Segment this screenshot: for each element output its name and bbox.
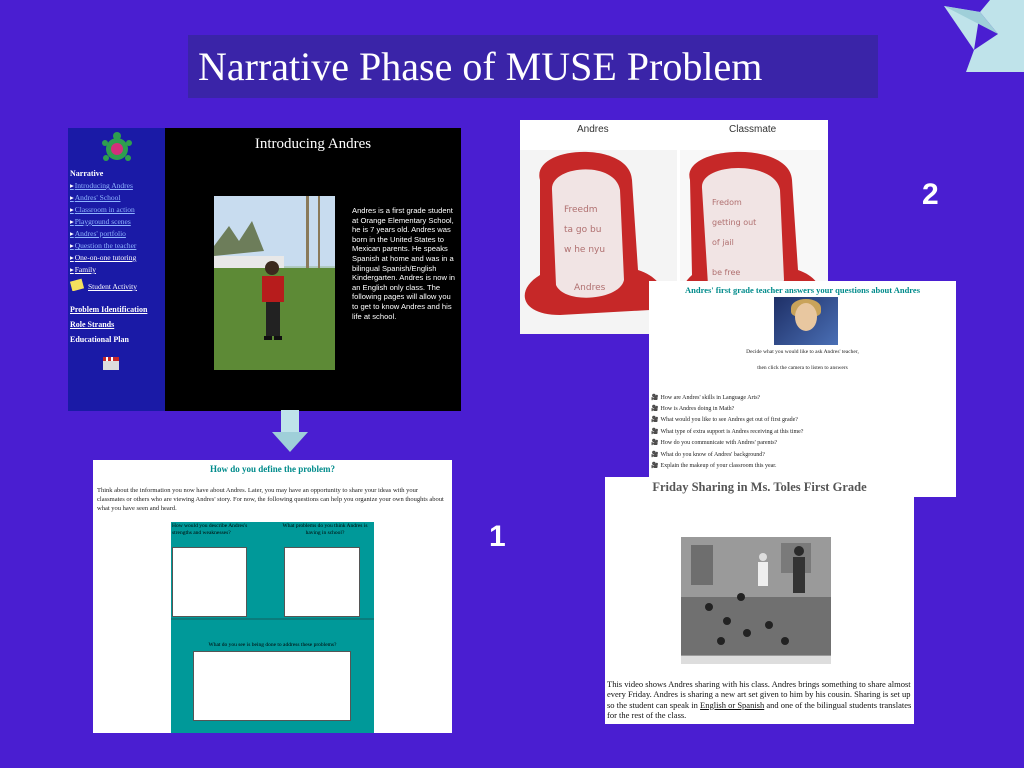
- narrative-section-label: Narrative: [70, 169, 104, 178]
- down-arrow-icon: [272, 410, 308, 452]
- teacher-question-classroom-makeup[interactable]: 🎥 Explain the makeup of your classroom this year.: [651, 462, 776, 469]
- teacher-question-extra-support[interactable]: 🎥 What type of extra support is Andres receiving at this time?: [651, 428, 803, 435]
- nav-problem-identification[interactable]: Problem Identification: [70, 305, 148, 314]
- nav-playground-scenes[interactable]: ▸ Playground scenes: [70, 217, 165, 226]
- back-arrow-icon[interactable]: [944, 0, 1024, 75]
- notepad-icon: [70, 277, 86, 291]
- narrative-body-text: Andres is a first grade student at Orange Elementary School, he is 7 years old. Andres was born in the United States to Mexican parents. He speaks Spanish at home and was in a bilingual Spanish/English Kindergarten. Andres is now in an English only class. The following pages will allow you to get to know Andres and his life at school.: [352, 206, 455, 321]
- friday-sharing-screenshot: [605, 477, 914, 724]
- friday-sharing-text: [607, 679, 912, 720]
- label-2: 2: [922, 178, 939, 211]
- teacher-instruction-1: Decide what you would like to ask Andres' teacher,: [746, 349, 859, 355]
- turtle-logo-icon: [99, 131, 135, 165]
- teacher-panel-title: Andres' first grade teacher answers your questions about Andres: [684, 285, 921, 295]
- teacher-face: [795, 303, 817, 331]
- classroom-video-frame: [681, 537, 831, 663]
- nav-one-on-one-tutoring[interactable]: ▸ One-on-one tutoring: [70, 253, 165, 262]
- video-controls[interactable]: [681, 655, 831, 664]
- nav-andres-portfolio[interactable]: ▸ Andres' portfolio: [70, 229, 165, 238]
- nav-educational-plan[interactable]: Educational Plan: [70, 335, 129, 344]
- svg-text:ta go bu: ta go bu: [564, 225, 602, 235]
- divider: [171, 618, 374, 620]
- label-1: 1: [489, 520, 506, 553]
- classroom-video[interactable]: [681, 537, 831, 663]
- nav-role-strands[interactable]: Role Strands: [70, 320, 115, 329]
- teacher-questions-screenshot: [649, 281, 956, 497]
- strengths-textarea[interactable]: [172, 547, 247, 617]
- svg-text:be free: be free: [712, 268, 741, 277]
- svg-text:getting out: getting out: [712, 218, 757, 227]
- define-problem-text: Think about the information you now have about Andres. Later, you may have an opportunity to share your ideas with your classmates or others who are viewing Andres' story. For now, the following questions can help you organize your own thoughts about what you have seen and heard.: [97, 487, 444, 512]
- address-textarea[interactable]: [193, 651, 351, 721]
- teacher-question-math[interactable]: 🎥 How is Andres doing in Math?: [651, 405, 734, 412]
- define-problem-screenshot: [93, 460, 452, 733]
- english-or-spanish-link[interactable]: English or Spanish: [700, 699, 765, 710]
- teacher-question-parents[interactable]: 🎥 How do you communicate with Andres' parents?: [651, 439, 777, 446]
- friday-text-part-2: and one of the bilingual students translates for the rest of the class.: [607, 699, 912, 720]
- svg-text:Fredom: Fredom: [712, 198, 742, 207]
- nav-andres-school[interactable]: ▸ Andres' School: [70, 193, 165, 202]
- nav-question-the-teacher[interactable]: ▸ Question the teacher: [70, 241, 165, 250]
- svg-text:w he nyu: w he nyu: [564, 245, 606, 255]
- define-problem-title: How do you define the problem?: [209, 464, 336, 474]
- svg-text:of jail: of jail: [712, 238, 734, 247]
- andres-drawing-label: Andres: [577, 124, 609, 135]
- friday-text-part-1: This video shows Andres sharing with his class. Andres brings something to share almost every Friday. Andres is sharing a new art set given to him by his cousin. Sharing is set up so the student can speak in: [607, 679, 911, 710]
- slide-title: Narrative Phase of MUSE Problem: [188, 35, 878, 98]
- narrative-screenshot: [68, 128, 461, 411]
- student-activity-link[interactable]: Student Activity: [88, 282, 137, 291]
- svg-text:Andres: Andres: [574, 283, 606, 293]
- narrative-sidebar: [68, 128, 165, 411]
- question-address-label: What do you see is being done to address these problems?: [208, 642, 337, 648]
- andres-photo-illustration: [214, 196, 335, 370]
- question-strengths-label: How would you describe Andres's strengths and weaknesses?: [172, 523, 248, 536]
- narrative-page-title: Introducing Andres: [254, 136, 372, 152]
- svg-text:Freedm: Freedm: [564, 205, 598, 215]
- nav-classroom-in-action[interactable]: ▸ Classroom in action: [70, 205, 165, 214]
- teacher-question-language-arts[interactable]: 🎥 How are Andres' skills in Language Arts?: [651, 394, 760, 401]
- nav-family[interactable]: ▸ Family: [70, 265, 165, 274]
- questions-area: [171, 522, 374, 733]
- nav-introducing-andres[interactable]: ▸ Introducing Andres: [70, 181, 165, 190]
- student-activity-row[interactable]: [70, 277, 165, 291]
- teacher-question-first-grade-goals[interactable]: 🎥 What would you like to see Andres get out of first grade?: [651, 416, 798, 423]
- teacher-instruction-2: then click the camera to listen to answers: [757, 365, 848, 371]
- friday-sharing-title: Friday Sharing in Ms. Toles First Grade: [652, 480, 867, 494]
- question-problems-label: What problems do you think Andres is having in school?: [282, 523, 368, 536]
- teacher-question-background[interactable]: 🎥 What do you know of Andres' background?: [651, 451, 765, 458]
- classmate-drawing-label: Classmate: [729, 124, 777, 135]
- andres-photo: [214, 196, 335, 370]
- film-clapper-icon[interactable]: [102, 356, 120, 370]
- problems-textarea[interactable]: [284, 547, 360, 617]
